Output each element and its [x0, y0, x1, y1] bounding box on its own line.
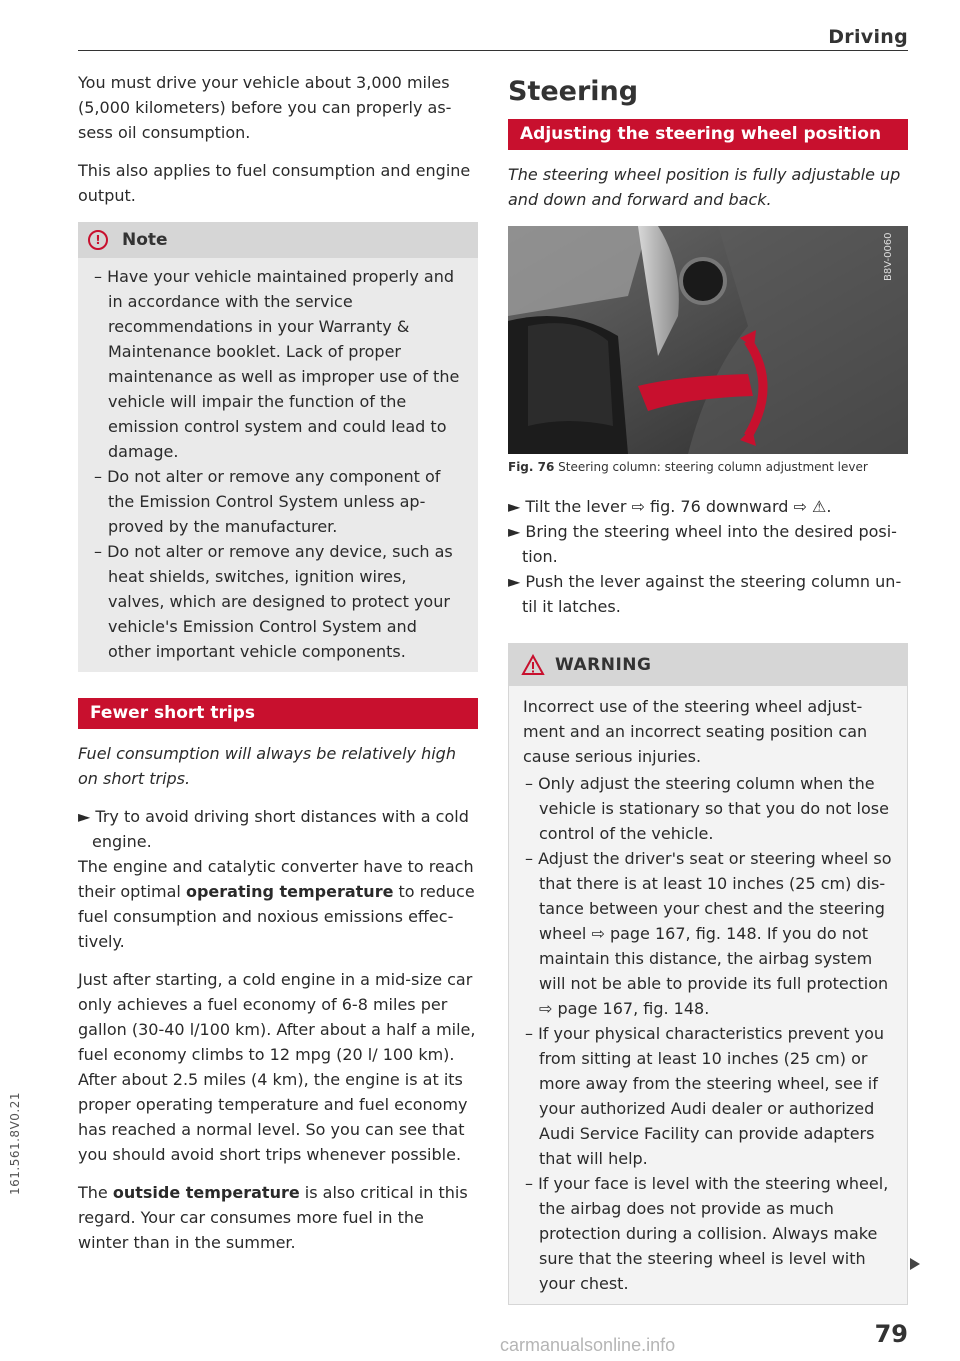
continue-arrow-icon — [910, 1258, 920, 1270]
warning-header — [509, 644, 907, 686]
note-item: – Have your vehicle maintained properly and in accordance with the service recommendations in your Warranty & Maintenance booklet. Lack of proper maintenance as well as improper use of the vehicle will impair the function of the emission control system and could lead to damage. — [94, 267, 460, 461]
note-header — [78, 222, 478, 258]
p1-text-a: The engine and catalytic converter have to reach their optimal — [78, 857, 474, 901]
steering-step: ► Push the lever against the steering column until it latches. — [508, 572, 902, 616]
warning-item: – If your physical characteristics prevent you from sitting at least 10 inches (25 cm) or more away from the steering wheel, see if your authorized Audi dealer or authorized Audi Service Facility can provide adapters that will help. — [525, 1024, 885, 1168]
figure-caption — [508, 460, 908, 474]
steering-title: Steering — [508, 76, 639, 107]
warning-body — [509, 686, 907, 1304]
right-column — [508, 70, 908, 1305]
header-rule — [78, 50, 908, 51]
figure-code: B8V-0060 — [883, 232, 894, 281]
fewer-lead: Fuel consumption will always be relatively high on short trips. — [78, 744, 456, 788]
left-column — [78, 70, 478, 1268]
steering-step: ► Bring the steering wheel into the desired position. — [508, 522, 897, 566]
page-number: 79 — [874, 1320, 908, 1348]
warning-item: – If your face is level with the steering wheel, the airbag does not provide as much protection during a collision. Always make sure that the steering wheel is level with your chest. — [525, 1174, 889, 1293]
side-document-code: 161.561.8V0.21 — [8, 1092, 22, 1195]
warning-intro: Incorrect use of the steering wheel adjustment and an incorrect seating position can cause serious injuries. — [523, 697, 868, 766]
note-title: Note — [122, 230, 168, 250]
steering-step: ► Tilt the lever ⇨ fig. 76 downward ⇨ ⚠. — [508, 497, 832, 516]
note-body — [78, 258, 478, 672]
steering-column-figure — [508, 226, 908, 454]
warning-box — [508, 643, 908, 1305]
warning-title: WARNING — [555, 655, 652, 675]
section-title: Driving — [828, 26, 908, 48]
warning-item: – Only adjust the steering column when the vehicle is stationary so that you do not lose control of the vehicle. — [525, 774, 889, 843]
warning-item: – Adjust the driver's seat or steering wheel so that there is at least 10 inches (25 cm) distance between your chest and the steering wheel ⇨ page 167, fig. 148. If you do not maintain this distance, the airbag system will not be able to provide its full protection ⇨ page 167, fig. 148. — [525, 849, 892, 1018]
p3-bold: outside temperature — [112, 1183, 300, 1202]
note-box — [78, 222, 478, 672]
note-icon: ! — [88, 230, 108, 250]
p3-text-a: The — [78, 1183, 113, 1202]
note-item: – Do not alter or remove any device, such as heat shields, switches, ignition wires, valves, which are designed to protect your vehicle's Emission Control System and other important vehicle components. — [94, 542, 453, 661]
steering-lead: The steering wheel position is fully adjustable up and down and forward and back. — [508, 165, 901, 209]
note-item: – Do not alter or remove any component of the Emission Control System unless approved by the manufacturer. — [94, 467, 441, 536]
p1-bold: operating temperature — [185, 882, 394, 901]
warning-triangle-icon — [521, 654, 545, 676]
intro-paragraph-2: This also applies to fuel consumption and engine output. — [78, 161, 471, 205]
p3-text-c: is also critical in this regard. Your car consumes more fuel in the winter than in the summer. — [78, 1183, 468, 1252]
figure-caption-text: Steering column: steering column adjustment lever — [554, 460, 868, 474]
figure-label: Fig. 76 — [508, 460, 555, 474]
watermark: carmanualsonline.info — [500, 1335, 676, 1355]
fewer-paragraph-1 — [78, 854, 478, 954]
fewer-short-trips-heading: Fewer short trips — [78, 698, 478, 729]
p1-text-c: to reduce fuel consumption and noxious emissions effectively. — [78, 882, 475, 951]
fewer-step: ► Try to avoid driving short distances with a cold engine. — [78, 807, 469, 851]
steering-column-illustration — [508, 226, 908, 454]
fewer-paragraph-3 — [78, 1180, 478, 1255]
intro-paragraph-1: You must drive your vehicle about 3,000 miles (5,000 kilometers) before you can properly assess oil consumption. — [78, 73, 452, 142]
adjusting-heading: Adjusting the steering wheel position — [508, 119, 908, 150]
fewer-paragraph-2: Just after starting, a cold engine in a mid-size car only achieves a fuel economy of 6-8 miles per gallon (30-40 l/100 km). After about a half a mile, fuel economy climbs to 12 mpg (20 l/ 100 km). After about 2.5 miles (4 km), the engine is at its proper operating temperature and fuel economy has reached a normal level. So you can see that you should avoid short trips whenever possible. — [78, 970, 476, 1164]
